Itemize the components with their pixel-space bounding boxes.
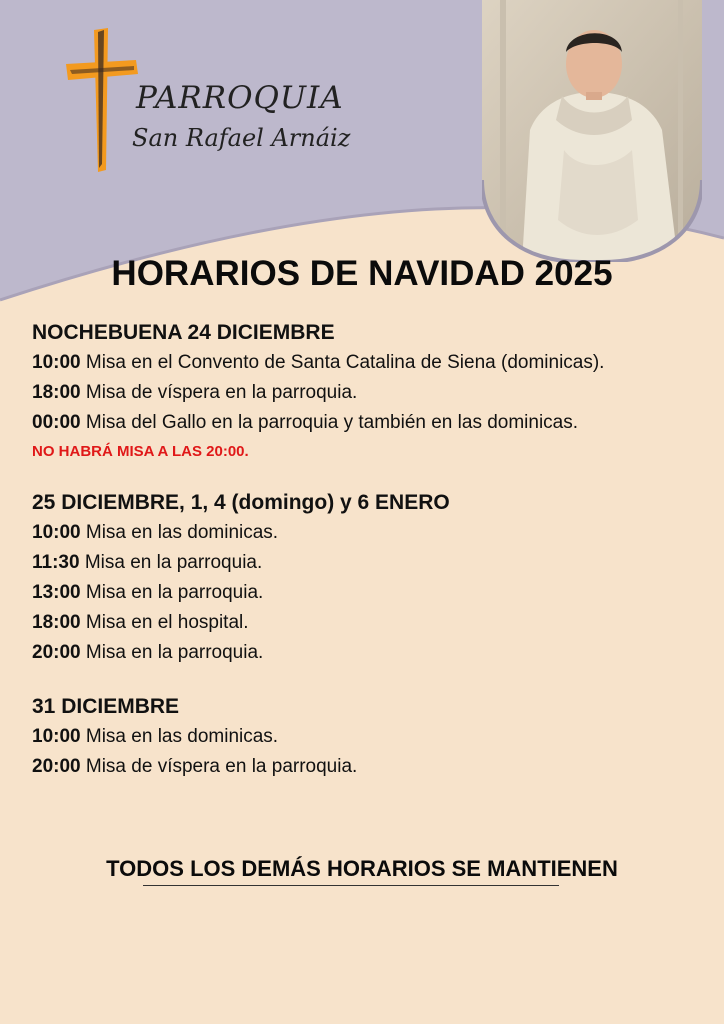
section-heading: 25 DICIEMBRE, 1, 4 (domingo) y 6 ENERO <box>32 491 450 514</box>
time: 10:00 <box>32 522 81 543</box>
time: 00:00 <box>32 412 81 433</box>
time: 18:00 <box>32 382 81 403</box>
section-navidad-enero <box>32 488 704 668</box>
warning-note: NO HABRÁ MISA A LAS 20:00. <box>32 443 249 460</box>
section-nochebuena <box>32 318 704 466</box>
schedule-line <box>32 548 704 578</box>
saint-portrait-image <box>482 0 702 262</box>
description: Misa en las dominicas. <box>80 522 279 543</box>
description: Misa en el hospital. <box>80 612 249 633</box>
schedule-line <box>32 578 704 608</box>
schedule-line <box>32 752 704 782</box>
schedule-line <box>32 408 704 438</box>
description: Misa en el Convento de Santa Catalina de Siena (dominicas). <box>80 352 605 373</box>
schedule-line <box>32 348 704 378</box>
time: 11:30 <box>32 552 80 573</box>
time: 20:00 <box>32 642 81 663</box>
description: Misa en la parroquia. <box>80 642 264 663</box>
schedule-line <box>32 638 704 668</box>
section-31-diciembre <box>32 692 704 782</box>
time: 18:00 <box>32 612 81 633</box>
page-title: HORARIOS DE NAVIDAD 2025 <box>111 254 613 293</box>
description: Misa del Gallo en la parroquia y también en las dominicas. <box>80 412 579 433</box>
description: Misa de víspera en la parroquia. <box>80 382 358 403</box>
time: 10:00 <box>32 726 81 747</box>
schedule-line <box>32 722 704 752</box>
time: 10:00 <box>32 352 81 373</box>
brand-subtitle: San Rafael Arnáiz <box>132 124 351 152</box>
schedule-line <box>32 518 704 548</box>
brand-title: PARROQUIA <box>136 80 344 116</box>
time: 13:00 <box>32 582 81 603</box>
footer-notice: TODOS LOS DEMÁS HORARIOS SE MANTIENEN <box>106 856 618 881</box>
schedule-line <box>32 608 704 638</box>
section-heading: 31 DICIEMBRE <box>32 695 180 718</box>
description: Misa en la parroquia. <box>79 552 263 573</box>
description: Misa de víspera en la parroquia. <box>80 756 358 777</box>
schedule-content <box>32 318 704 802</box>
footer-underline <box>143 885 559 886</box>
description: Misa en la parroquia. <box>80 582 264 603</box>
time: 20:00 <box>32 756 81 777</box>
section-heading: NOCHEBUENA 24 DICIEMBRE <box>32 321 335 344</box>
schedule-line <box>32 378 704 408</box>
description: Misa en las dominicas. <box>80 726 279 747</box>
